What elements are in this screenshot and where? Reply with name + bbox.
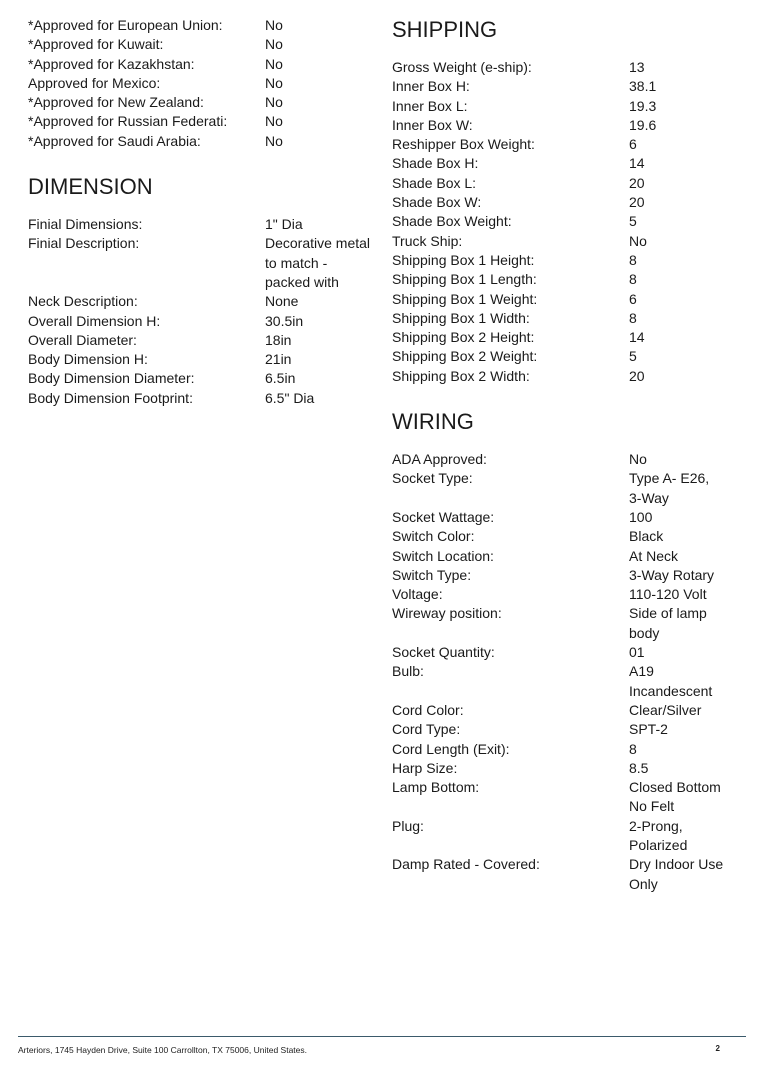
spec-value: 30.5in — [265, 312, 304, 329]
footer-divider — [18, 1036, 746, 1037]
spec-value: 14 — [629, 155, 645, 172]
spec-row — [392, 154, 752, 173]
spec-row — [392, 212, 752, 231]
spec-label: Shade Box H: — [392, 155, 479, 172]
page-number: 2 — [715, 1044, 720, 1053]
spec-row — [392, 232, 752, 251]
spec-label: Approved for Mexico: — [28, 74, 161, 91]
spec-label: Harp Size: — [392, 759, 458, 776]
spec-value: 13 — [629, 59, 645, 75]
spec-label: Shipping Box 2 Height: — [392, 329, 535, 346]
spec-row — [392, 116, 752, 135]
dimension-section-title: DIMENSION — [28, 174, 153, 200]
spec-label: Overall Dimension H: — [28, 312, 161, 329]
spec-row — [28, 331, 368, 350]
spec-label: Finial Dimensions: — [28, 216, 143, 233]
left-column — [28, 16, 371, 408]
spec-label: Cord Color: — [392, 701, 464, 718]
wiring-list — [392, 450, 752, 894]
spec-value: 5 — [629, 348, 637, 365]
spec-value: No — [265, 55, 283, 72]
spec-label: Inner Box W: — [392, 116, 473, 133]
spec-row — [392, 251, 752, 270]
spec-label: Neck Description: — [28, 293, 138, 310]
spec-label: Cord Length (Exit): — [392, 740, 510, 757]
spec-row — [392, 527, 752, 546]
spec-row — [392, 720, 752, 739]
spec-row — [392, 77, 752, 96]
spec-row — [392, 309, 752, 328]
spec-label: Switch Color: — [392, 528, 475, 545]
spec-row — [392, 450, 752, 469]
spec-label: Shipping Box 1 Height: — [392, 251, 535, 268]
spec-value: 1" Dia — [265, 216, 303, 233]
spec-row — [28, 74, 368, 93]
spec-row — [392, 174, 752, 193]
spec-label: Shade Box W: — [392, 194, 482, 211]
spec-row — [392, 855, 752, 894]
spec-value: 8 — [629, 740, 637, 757]
spec-value: 19.6 — [629, 116, 657, 133]
spec-value: 6.5in — [265, 370, 296, 387]
spec-row — [392, 759, 752, 778]
spec-label: Gross Weight (e-ship): — [392, 59, 532, 75]
spec-row — [392, 701, 752, 720]
spec-value: No — [265, 74, 283, 91]
spec-row — [28, 132, 368, 151]
spec-value: No — [265, 94, 283, 111]
spec-row — [28, 312, 368, 331]
spec-row — [392, 662, 752, 701]
spec-value: 01 — [629, 644, 645, 661]
spec-label: *Approved for Kuwait: — [28, 36, 164, 53]
spec-label: Shade Box Weight: — [392, 213, 512, 230]
spec-value: 8 — [629, 251, 637, 268]
spec-value: A19 Incandescent — [629, 663, 713, 699]
spec-label: *Approved for European Union: — [28, 17, 223, 33]
spec-value: 20 — [629, 194, 645, 211]
spec-value: 6.5" Dia — [265, 389, 315, 406]
spec-value: 8 — [629, 309, 637, 326]
spec-label: *Approved for New Zealand: — [28, 94, 204, 111]
spec-row — [28, 16, 368, 35]
spec-row — [28, 389, 368, 408]
spec-row — [392, 566, 752, 585]
spec-value: Side of lamp body — [629, 605, 707, 641]
spec-row — [392, 643, 752, 662]
spec-label: Cord Type: — [392, 721, 461, 738]
spec-row — [392, 547, 752, 566]
spec-row — [392, 135, 752, 154]
spec-label: Shipping Box 2 Weight: — [392, 348, 538, 365]
spec-label: Body Dimension H: — [28, 351, 148, 368]
spec-label: Lamp Bottom: — [392, 779, 480, 796]
spec-row — [392, 328, 752, 347]
spec-label: Inner Box H: — [392, 78, 470, 95]
spec-value: Closed Bottom No Felt — [629, 779, 721, 815]
spec-label: Body Dimension Footprint: — [28, 389, 193, 406]
spec-row — [28, 350, 368, 369]
spec-value: Dry Indoor Use Only — [629, 856, 724, 892]
spec-row — [392, 508, 752, 527]
spec-row — [28, 234, 371, 292]
spec-label: Inner Box L: — [392, 97, 468, 114]
spec-value: SPT-2 — [629, 721, 668, 738]
spec-value: 6 — [629, 290, 637, 307]
spec-label: Reshipper Box Weight: — [392, 136, 535, 153]
spec-label: ADA Approved: — [392, 451, 487, 468]
spec-row — [28, 292, 368, 311]
spec-value: 21in — [265, 351, 292, 368]
spec-label: Switch Type: — [392, 566, 472, 583]
spec-label: Shipping Box 1 Weight: — [392, 290, 538, 307]
spec-label: Wireway position: — [392, 605, 502, 622]
spec-label: Overall Diameter: — [28, 331, 137, 348]
right-column — [392, 16, 752, 894]
spec-row — [28, 369, 368, 388]
spec-row — [392, 778, 752, 817]
spec-value: 14 — [629, 329, 645, 346]
spec-value: 18in — [265, 331, 292, 348]
spec-row — [28, 112, 368, 131]
spec-value: Clear/Silver — [629, 701, 702, 718]
spec-value: No — [265, 132, 283, 149]
spec-value: Black — [629, 528, 664, 545]
spec-row — [28, 55, 368, 74]
footer-address: Arteriors, 1745 Hayden Drive, Suite 100 Carrollton, TX 75006, United States. — [18, 1045, 307, 1055]
spec-label: Damp Rated - Covered: — [392, 856, 540, 873]
spec-label: Shipping Box 1 Width: — [392, 309, 530, 326]
spec-row — [28, 93, 368, 112]
spec-row — [392, 469, 752, 508]
spec-row — [392, 290, 752, 309]
spec-row — [28, 215, 368, 234]
spec-label: Bulb: — [392, 663, 424, 680]
spec-value: No — [629, 451, 647, 468]
spec-label: Body Dimension Diameter: — [28, 370, 195, 387]
spec-label: Shipping Box 2 Width: — [392, 367, 530, 384]
spec-label: Shade Box L: — [392, 174, 477, 191]
spec-value: No — [265, 113, 283, 130]
spec-row — [392, 817, 752, 856]
spec-value: 5 — [629, 213, 637, 230]
spec-row — [28, 35, 368, 54]
spec-label: Finial Description: — [28, 235, 140, 252]
spec-value: Type A- E26, 3-Way — [629, 470, 710, 506]
spec-row — [392, 367, 752, 386]
spec-value: 38.1 — [629, 78, 657, 95]
spec-label: Shipping Box 1 Length: — [392, 271, 537, 288]
spec-row — [392, 58, 752, 77]
spec-value: 19.3 — [629, 97, 657, 114]
spec-label: *Approved for Russian Federati: — [28, 113, 228, 130]
spec-value: At Neck — [629, 547, 679, 564]
spec-row — [392, 270, 752, 289]
wiring-section-title: WIRING — [392, 409, 474, 435]
spec-row — [392, 193, 752, 212]
dimension-list — [28, 215, 371, 408]
spec-value: No — [265, 36, 283, 53]
spec-value: No — [265, 17, 283, 33]
spec-value: 2-Prong, Polarized — [629, 817, 688, 853]
shipping-list — [392, 58, 752, 386]
spec-label: Voltage: — [392, 586, 443, 603]
spec-value: 110-120 Volt — [629, 586, 707, 603]
spec-row — [392, 585, 752, 604]
spec-value: 3-Way Rotary — [629, 566, 715, 583]
spec-value: 20 — [629, 367, 645, 384]
spec-row — [392, 604, 752, 643]
spec-value: 8 — [629, 271, 637, 288]
spec-value: 6 — [629, 136, 637, 153]
spec-row — [392, 97, 752, 116]
spec-value: 20 — [629, 174, 645, 191]
spec-label: Socket Wattage: — [392, 508, 495, 525]
spec-label: *Approved for Kazakhstan: — [28, 55, 195, 72]
spec-label: Socket Quantity: — [392, 644, 495, 661]
spec-value: Decorative metal to match - packed with — [265, 235, 371, 290]
shipping-section-title: SHIPPING — [392, 17, 498, 42]
spec-label: Plug: — [392, 817, 424, 834]
spec-value: 100 — [629, 508, 653, 525]
spec-value: None — [265, 293, 299, 310]
spec-value: 8.5 — [629, 759, 649, 776]
spec-row — [392, 347, 752, 366]
spec-label: Truck Ship: — [392, 232, 463, 249]
spec-row — [392, 740, 752, 759]
spec-value: No — [629, 232, 647, 249]
approvals-list — [28, 16, 368, 151]
spec-label: Socket Type: — [392, 470, 473, 487]
spec-label: *Approved for Saudi Arabia: — [28, 132, 201, 149]
spec-label: Switch Location: — [392, 547, 494, 564]
